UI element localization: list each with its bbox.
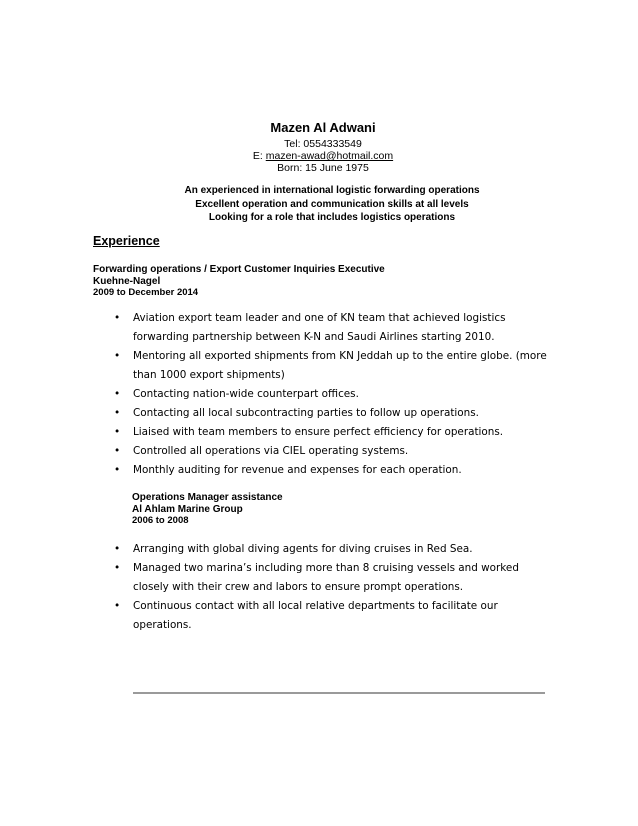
job-dates: 2009 to December 2014: [93, 287, 199, 298]
bullet-icon: •: [114, 464, 121, 476]
bullet-icon: •: [114, 426, 121, 438]
job-duties-list: [114, 309, 554, 480]
summary-line: Looking for a role that includes logistics operations: [208, 212, 456, 223]
bullet-icon: •: [114, 388, 121, 400]
list-item-text: Contacting nation-wide counterpart offices.: [133, 388, 359, 400]
job-title: Forwarding operations / Export Customer Inquiries Executive: [93, 264, 385, 275]
list-item-text: Arranging with global diving agents for diving cruises in Red Sea.: [133, 543, 473, 555]
bullet-icon: •: [114, 312, 121, 324]
email-link[interactable]: mazen-awad@hotmail.com: [265, 150, 394, 162]
summary-line: An experienced in international logistic forwarding operations: [184, 185, 480, 196]
bullet-icon: •: [114, 600, 121, 612]
email-line: [8, 150, 638, 162]
list-item: [114, 385, 554, 404]
list-item: [114, 559, 554, 597]
list-item-text: Contacting all local subcontracting parties to follow up operations.: [133, 407, 479, 419]
email-prefix: E:: [252, 150, 266, 162]
contact-block: [0, 138, 638, 174]
bullet-icon: •: [114, 445, 121, 457]
list-item: [114, 309, 554, 347]
horizontal-divider: [133, 692, 545, 694]
candidate-name: Mazen Al Adwani: [270, 120, 376, 135]
list-item: [114, 597, 554, 635]
list-item-text: Liaised with team members to ensure perfect efficiency for operations.: [133, 426, 504, 438]
experience-heading: Experience: [93, 234, 160, 248]
list-item: [114, 461, 554, 480]
job-header: [132, 492, 283, 527]
list-item: [114, 347, 554, 385]
list-item: [114, 423, 554, 442]
summary-block: [0, 184, 638, 225]
job-duties-list: [114, 540, 554, 635]
birth-date-line: Born: 15 June 1975: [277, 162, 369, 174]
list-item-text: Mentoring all exported shipments from KN Jeddah up to the entire globe. (more than 1000 export shipments): [133, 350, 547, 381]
list-item: [114, 442, 554, 461]
list-item-text: Continuous contact with all local relative departments to facilitate our operations.: [133, 600, 498, 631]
phone-line: Tel: 0554333549: [284, 138, 362, 150]
list-item-text: Controlled all operations via CIEL operating systems.: [133, 445, 409, 457]
bullet-icon: •: [114, 562, 121, 574]
bullet-icon: •: [114, 543, 121, 555]
job-dates: 2006 to 2008: [132, 515, 189, 526]
bullet-icon: •: [114, 407, 121, 419]
list-item-text: Aviation export team leader and one of KN team that achieved logistics forwarding partnership between K-N and Saudi Airlines starting 2010.: [133, 312, 506, 343]
list-item: [114, 540, 554, 559]
list-item-text: Managed two marina’s including more than 8 cruising vessels and worked closely with their crew and labors to ensure prompt operations.: [133, 562, 519, 593]
job-title: Operations Manager assistance: [132, 492, 283, 503]
list-item-text: Monthly auditing for revenue and expenses for each operation.: [133, 464, 462, 476]
bullet-icon: •: [114, 350, 121, 362]
summary-line: Excellent operation and communication skills at all levels: [195, 198, 469, 210]
job-company: Al Ahlam Marine Group: [132, 503, 243, 515]
job-header: [93, 264, 385, 299]
list-item: [114, 404, 554, 423]
job-company: Kuehne-Nagel: [93, 275, 161, 287]
